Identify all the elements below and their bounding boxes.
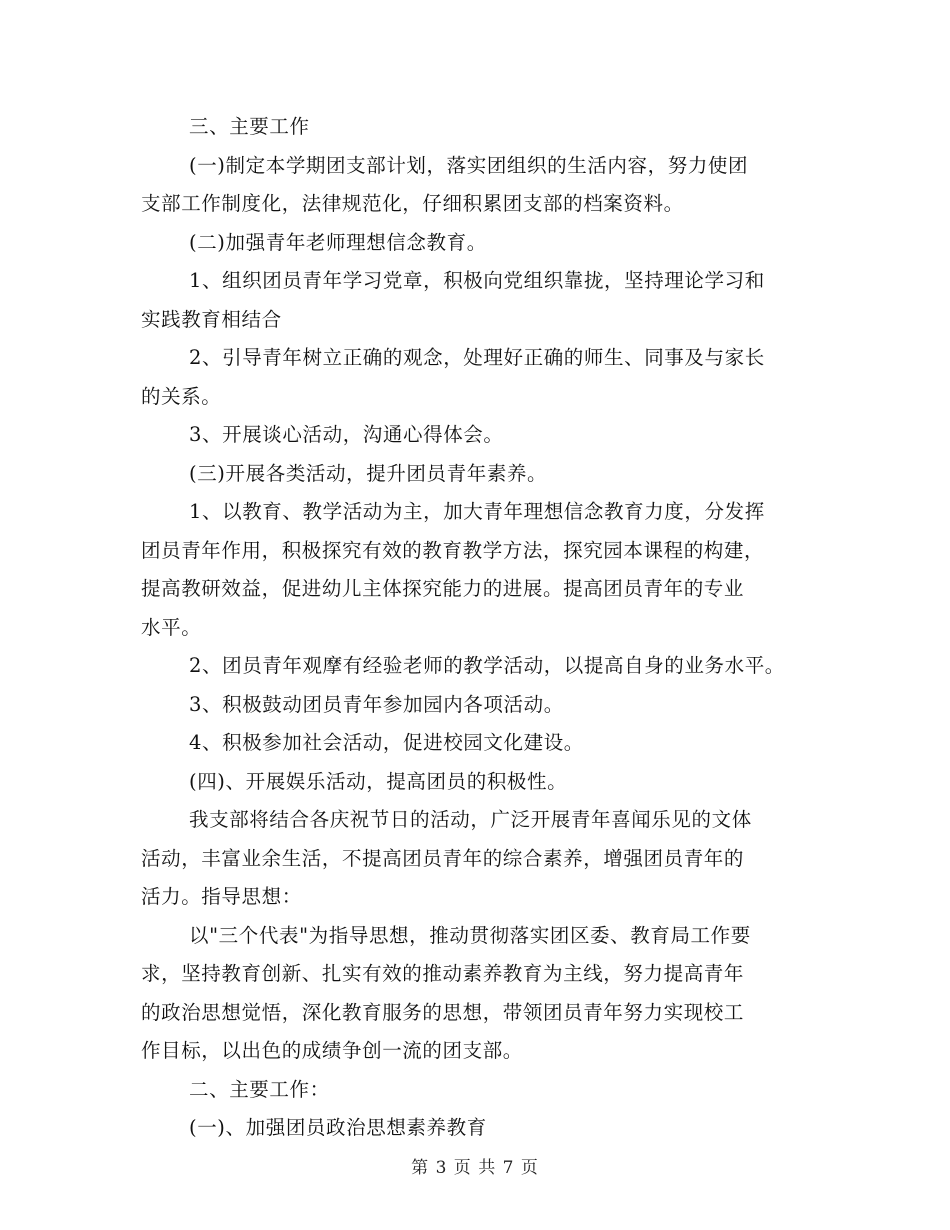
text-line: 活力。指导思想： [141, 885, 302, 908]
paragraph [141, 647, 821, 686]
text-line: 1、组织团员青年学习党章，积极向党组织靠拢，坚持理论学习和 [189, 269, 765, 292]
paragraph [141, 1109, 821, 1148]
paragraph [141, 262, 821, 339]
text-line: 的关系。 [141, 384, 222, 408]
text-line: 团员青年作用，积极探究有效的教育教学方法，探究园本课程的构建， [141, 538, 765, 562]
text-line: 提高教研效益，促进幼儿主体探究能力的进展。提高团员青年的专业 [141, 577, 745, 600]
text-line: 2、引导青年树立正确的观念，处理好正确的师生、同事及与家长 [189, 346, 765, 369]
paragraph [141, 801, 821, 917]
text-line: 3、积极鼓动团员青年参加园内各项活动。 [189, 692, 564, 716]
text-line: 实践教育相结合 [141, 307, 282, 331]
text-line: 支部工作制度化，法律规范化，仔细积累团支部的档案资料。 [141, 192, 684, 215]
text-line: 3、开展谈心活动，沟通心得体会。 [189, 423, 504, 446]
text-line: (一)、加强团员政治思想素养教育 [189, 1116, 487, 1139]
paragraph [141, 917, 821, 1071]
text-line: 4、积极参加社会活动，促进校园文化建设。 [189, 731, 584, 754]
text-line: 的政治思想觉悟，深化教育服务的思想，带领团员青年努力实现校工 [141, 1000, 745, 1024]
text-line: 以"三个代表"为指导思想，推动贯彻落实团区委、教育局工作要 [189, 923, 751, 947]
text-line: 1、以教育、教学活动为主，加大青年理想信念教育力度，分发挥 [189, 500, 765, 523]
page-footer: 第 3 页 共 7 页 [411, 1158, 539, 1178]
text-line: 二、主要工作： [189, 1077, 330, 1101]
text-line: (一)制定本学期团支部计划，落实团组织的生活内容，努力使团 [189, 153, 749, 177]
paragraph [141, 1071, 821, 1110]
text-line: 水平。 [141, 615, 202, 639]
text-line: 求，坚持教育创新、扎实有效的推动素养教育为主线，努力提高青年 [141, 962, 745, 985]
text-line: 2、团员青年观摩有经验老师的教学活动，以提高自身的业务水平。 [189, 654, 785, 677]
paragraph [141, 416, 821, 455]
paragraph [141, 493, 821, 647]
paragraph [141, 763, 821, 802]
text-line: (四)、开展娱乐活动，提高团员的积极性。 [189, 769, 568, 793]
paragraph [141, 339, 821, 416]
text-line: 三、主要工作 [189, 115, 310, 138]
text-line: 我支部将结合各庆祝节日的活动，广泛开展青年喜闻乐见的文体 [189, 808, 752, 831]
paragraph [141, 224, 821, 263]
paragraph [141, 724, 821, 763]
text-line: (二)加强青年老师理想信念教育。 [189, 230, 487, 254]
paragraph [141, 455, 821, 494]
paragraph [141, 147, 821, 224]
text-line: 作目标，以出色的成绩争创一流的团支部。 [141, 1039, 523, 1062]
paragraph [141, 686, 821, 725]
paragraph [141, 108, 821, 147]
text-line: (三)开展各类活动，提升团员青年素养。 [189, 461, 548, 485]
text-line: 活动，丰富业余生活，不提高团员青年的综合素养，增强团员青年的 [141, 846, 745, 870]
document-body [141, 108, 821, 1148]
